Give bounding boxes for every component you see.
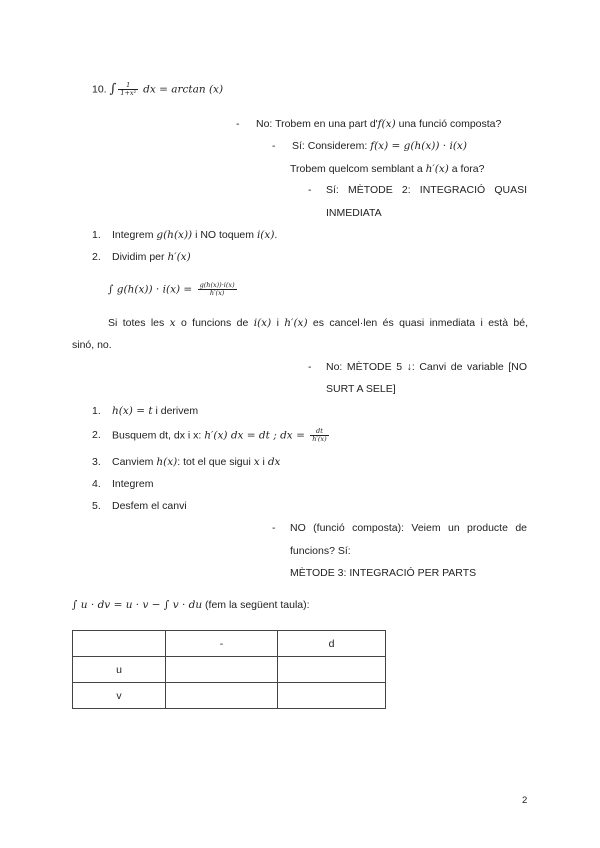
fraction-denominator: h′(x) (312, 435, 327, 443)
list-number: 1. (92, 405, 101, 417)
text: NO (funció composta): Veiem un producte de (290, 522, 527, 534)
text: sinó, no. (72, 339, 112, 351)
fraction-numerator: g(h(x))·i(x) (199, 281, 235, 289)
table-cell: d (278, 631, 386, 657)
table-row (73, 657, 386, 683)
page-number: 2 (522, 795, 528, 806)
text: No: MÈTODE 5 ↓: Canvi de variable [NO (326, 361, 527, 373)
text: Desfem el canvi (112, 500, 187, 512)
parts-formula (72, 598, 310, 612)
text: Canviem (112, 456, 157, 468)
text: Si totes les (108, 317, 170, 329)
text: una funció composta? (395, 118, 502, 130)
text: i (259, 456, 268, 468)
table-cell (73, 631, 166, 657)
list-item (92, 477, 153, 491)
math: h′(x) (425, 163, 449, 175)
bullet: - (236, 118, 240, 130)
fraction (310, 428, 328, 443)
text: i (271, 317, 285, 329)
math: x (169, 317, 176, 329)
math: f(x) = g(h(x)) · i(x) (370, 140, 467, 152)
text: a fora? (448, 163, 485, 175)
list-item (92, 499, 187, 513)
paragraph-line (108, 316, 528, 330)
fraction-numerator: 1 (118, 82, 138, 90)
text: o funcions de (175, 317, 254, 329)
formula (108, 282, 239, 297)
table-cell: v (73, 683, 166, 709)
text: es cancel·len és quasi inmediata i està bé, (307, 317, 529, 329)
bullet: - (272, 522, 276, 534)
item-10 (92, 82, 223, 97)
list-number: 2. (92, 429, 101, 442)
list-number: 3. (92, 456, 101, 468)
fraction (118, 82, 138, 97)
math: h′(x) dx = dt ; dx = (204, 429, 309, 442)
math: h(x) (156, 456, 178, 468)
bullet: - (272, 140, 276, 152)
text: i NO toquem (192, 229, 257, 241)
bullet: - (308, 184, 312, 196)
list-item (92, 228, 277, 242)
question-2 (272, 139, 467, 153)
text: (fem la següent taula): (202, 599, 310, 611)
text: Trobem quelcom semblant a (290, 163, 426, 175)
math: dx (267, 456, 281, 468)
text: Integrem (112, 229, 157, 241)
table-cell (166, 683, 278, 709)
table-cell (278, 683, 386, 709)
math: i(x) (253, 317, 272, 329)
question-2-followup (290, 162, 484, 176)
method-3-question-line2 (290, 544, 351, 558)
item-number: 10. (92, 83, 107, 96)
text: INMEDIATA (326, 207, 382, 219)
list-number: 5. (92, 500, 101, 512)
table-row (73, 631, 386, 657)
fraction-denominator: 1+x² (120, 89, 137, 97)
list-item (92, 250, 191, 264)
math: x (253, 456, 260, 468)
math: h′(x) (284, 317, 308, 329)
table-cell (278, 657, 386, 683)
math: g(h(x)) (156, 229, 193, 241)
text: Integrem (112, 478, 154, 490)
method-3-question (290, 521, 527, 535)
question-3 (308, 183, 328, 197)
table-cell (166, 657, 278, 683)
question-5 (272, 521, 292, 535)
list-item (92, 455, 280, 469)
math: h′(x) (167, 251, 191, 263)
text: Sí: MÈTODE 2: INTEGRACIÓ QUASI (326, 184, 527, 196)
table-cell: - (166, 631, 278, 657)
text: SURT A SELE] (326, 383, 396, 395)
list-item (92, 428, 331, 443)
fraction-numerator: dt (310, 428, 328, 436)
math: h(x) = t (112, 405, 153, 417)
table-row (73, 683, 386, 709)
method-5-title (326, 360, 527, 374)
text: . (274, 229, 278, 241)
method-3-title (290, 566, 476, 580)
bullet: - (308, 361, 312, 373)
question-4 (308, 360, 328, 374)
list-item (92, 404, 198, 418)
method-5-title-line2 (326, 382, 396, 396)
math: i(x) (256, 229, 275, 241)
integral-sign: ∫ (109, 81, 117, 97)
text: MÈTODE 3: INTEGRACIÓ PER PARTS (290, 567, 477, 579)
text: Sí: Considerem: (292, 140, 371, 152)
fraction-denominator: h′(x) (209, 289, 225, 297)
paragraph-line (72, 338, 112, 352)
math: ∫ g(h(x)) · i(x) = (108, 283, 196, 296)
list-number: 2. (92, 251, 101, 263)
text: : tot el que sigui (177, 456, 254, 468)
list-number: 1. (92, 229, 101, 241)
text: i derivem (152, 405, 199, 417)
text: funcions? Sí: (290, 545, 351, 557)
list-number: 4. (92, 478, 101, 490)
text: Busquem dt, dx i x: (112, 429, 205, 442)
text: Dividim per (112, 251, 168, 263)
question-1 (236, 117, 501, 131)
fraction (198, 282, 237, 297)
text: No: Trobem en una part d' (256, 118, 378, 130)
math: ∫ u · dv = u · v − ∫ v · du (72, 599, 203, 611)
parts-table (72, 630, 386, 709)
method-2-title (326, 183, 527, 197)
formula-rest: dx = arctan (x) (143, 83, 224, 96)
method-2-title-line2 (326, 206, 382, 220)
math: f(x) (377, 118, 396, 130)
table-cell: u (73, 657, 166, 683)
